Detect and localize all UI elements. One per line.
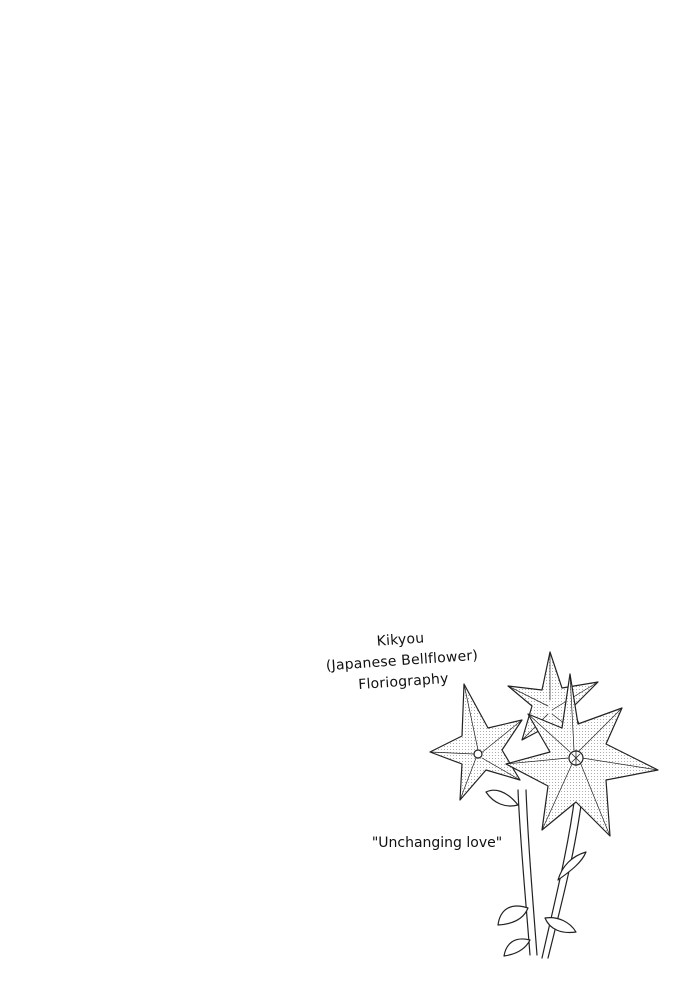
leaf-5 [486,790,518,806]
leaf-2 [504,939,530,956]
caption-flower-name: Kikyou [376,630,425,650]
bellflower-illustration [410,640,690,970]
leaf-4 [545,918,576,933]
flower-meaning: "Unchanging love" [371,835,503,851]
leaf-1 [498,906,528,925]
stem-left [518,790,530,955]
caption-english-name: (Japanese Bellflower) [325,647,479,675]
caption-floriography: Floriography [357,670,450,694]
